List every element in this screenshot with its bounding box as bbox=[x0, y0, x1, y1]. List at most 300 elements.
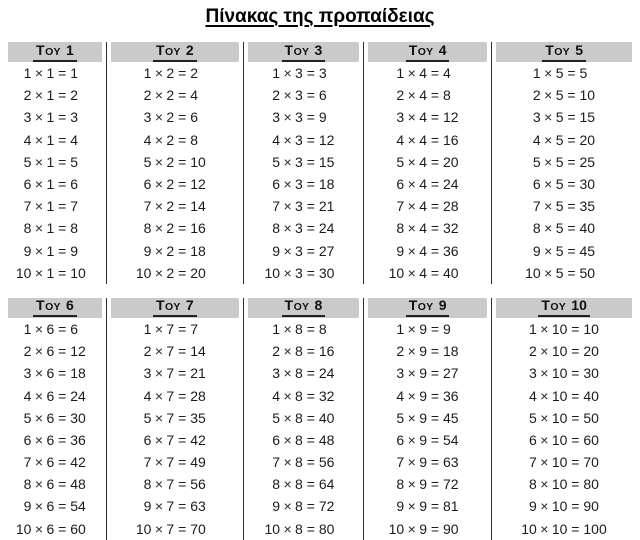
tables-row-2 bbox=[4, 298, 636, 540]
product: 63 bbox=[190, 498, 206, 515]
table-tou-1 bbox=[4, 42, 106, 284]
header-number: 6 bbox=[65, 297, 74, 314]
equals-sign: = bbox=[178, 498, 187, 515]
times-sign: × bbox=[283, 387, 292, 404]
product: 50 bbox=[583, 409, 599, 426]
equals-sign: = bbox=[306, 365, 315, 382]
equation-row bbox=[4, 262, 106, 284]
times-sign: × bbox=[407, 498, 416, 515]
multiplier: 4 bbox=[419, 87, 427, 104]
product: 60 bbox=[70, 520, 86, 537]
times-sign: × bbox=[540, 320, 549, 337]
equals-sign: = bbox=[567, 109, 576, 126]
header-number: 4 bbox=[438, 41, 447, 58]
times-sign: × bbox=[283, 343, 292, 360]
multiplicand: 4 bbox=[529, 387, 537, 404]
times-sign: × bbox=[34, 320, 44, 337]
times-sign: × bbox=[540, 431, 549, 448]
multiplicand: 5 bbox=[532, 153, 541, 170]
multiplier: 8 bbox=[295, 320, 303, 337]
times-sign: × bbox=[154, 220, 164, 237]
equals-sign: = bbox=[58, 87, 67, 104]
table-header-text bbox=[282, 298, 326, 317]
multiplier: 7 bbox=[166, 431, 175, 448]
product: 3 bbox=[318, 65, 327, 82]
multiplier: 7 bbox=[166, 320, 175, 337]
multiplicand: 8 bbox=[23, 220, 32, 237]
equals-sign: = bbox=[58, 365, 67, 382]
header-number: 1 bbox=[65, 41, 74, 58]
multiplicand: 3 bbox=[396, 365, 405, 382]
product: 2 bbox=[190, 65, 199, 82]
equation-list bbox=[244, 318, 363, 540]
multiplicand: 5 bbox=[272, 153, 281, 170]
equation-list bbox=[364, 62, 491, 284]
product: 5 bbox=[579, 65, 588, 82]
equation-row bbox=[492, 340, 636, 362]
multiplicand: 1 bbox=[532, 65, 541, 82]
product: 42 bbox=[190, 431, 206, 448]
multiplicand: 1 bbox=[272, 65, 281, 82]
times-sign: × bbox=[34, 498, 44, 515]
product: 6 bbox=[70, 176, 79, 193]
product: 2 bbox=[70, 87, 79, 104]
multiplier: 3 bbox=[295, 264, 303, 281]
multiplier: 5 bbox=[555, 242, 564, 259]
equals-sign: = bbox=[567, 264, 576, 281]
times-sign: × bbox=[540, 343, 549, 360]
product: 8 bbox=[70, 220, 79, 237]
product: 35 bbox=[579, 198, 596, 215]
multiplicand: 8 bbox=[396, 476, 405, 493]
product: 50 bbox=[579, 264, 596, 281]
equals-sign: = bbox=[178, 520, 187, 537]
multiplicand: 1 bbox=[396, 65, 405, 82]
times-sign: × bbox=[540, 365, 549, 382]
product: 12 bbox=[70, 343, 86, 360]
multiplicand: 8 bbox=[272, 220, 281, 237]
table-header bbox=[368, 298, 487, 318]
equation-row bbox=[107, 495, 243, 517]
product: 9 bbox=[70, 242, 79, 259]
equation-row bbox=[244, 62, 363, 84]
product: 64 bbox=[318, 476, 335, 493]
multiplier: 7 bbox=[166, 454, 175, 471]
multiplicand: 7 bbox=[532, 198, 541, 215]
times-sign: × bbox=[154, 409, 164, 426]
multiplier: 1 bbox=[46, 109, 55, 126]
times-sign: × bbox=[154, 454, 164, 471]
product: 12 bbox=[190, 176, 206, 193]
times-sign: × bbox=[407, 153, 416, 170]
multiplier: 3 bbox=[295, 109, 303, 126]
table-header-text bbox=[153, 43, 197, 62]
multiplier: 9 bbox=[419, 498, 427, 515]
multiplicand: 6 bbox=[143, 431, 152, 448]
equation-row bbox=[364, 518, 491, 540]
equation-list bbox=[4, 318, 106, 540]
times-sign: × bbox=[154, 320, 164, 337]
multiplication-tables-page bbox=[0, 4, 640, 540]
times-sign: × bbox=[407, 220, 416, 237]
product: 8 bbox=[443, 87, 451, 104]
times-sign: × bbox=[407, 109, 416, 126]
table-tou-7 bbox=[106, 298, 243, 540]
times-sign: × bbox=[283, 454, 292, 471]
equation-row bbox=[244, 451, 363, 473]
product: 72 bbox=[318, 498, 335, 515]
header-number: 2 bbox=[185, 41, 194, 58]
table-tou-10 bbox=[491, 298, 636, 540]
times-sign: × bbox=[283, 176, 292, 193]
times-sign: × bbox=[544, 264, 553, 281]
multiplier: 7 bbox=[166, 520, 175, 537]
multiplicand: 4 bbox=[143, 387, 152, 404]
multiplier: 1 bbox=[46, 87, 55, 104]
multiplier: 2 bbox=[166, 153, 175, 170]
times-sign: × bbox=[407, 242, 416, 259]
equation-row bbox=[492, 518, 636, 540]
multiplicand: 2 bbox=[532, 87, 541, 104]
equals-sign: = bbox=[58, 242, 67, 259]
equals-sign: = bbox=[58, 343, 67, 360]
header-prefix: ΤΟΥ bbox=[541, 297, 567, 314]
multiplicand: 8 bbox=[532, 220, 541, 237]
equals-sign: = bbox=[430, 242, 440, 259]
multiplicand: 2 bbox=[272, 343, 281, 360]
equation-list bbox=[244, 62, 363, 284]
table-header bbox=[111, 298, 239, 318]
product: 49 bbox=[190, 454, 206, 471]
multiplicand: 6 bbox=[272, 431, 281, 448]
multiplicand: 4 bbox=[23, 387, 32, 404]
table-header-text bbox=[406, 43, 450, 62]
equals-sign: = bbox=[58, 320, 67, 337]
multiplicand: 6 bbox=[272, 176, 281, 193]
equation-row bbox=[107, 362, 243, 384]
multiplier: 4 bbox=[419, 153, 427, 170]
multiplier: 6 bbox=[46, 431, 55, 448]
equation-row bbox=[364, 240, 491, 262]
multiplier: 1 bbox=[46, 264, 55, 281]
equation-row bbox=[244, 106, 363, 128]
product: 40 bbox=[583, 387, 599, 404]
equals-sign: = bbox=[306, 320, 315, 337]
product: 7 bbox=[70, 198, 79, 215]
product: 42 bbox=[70, 454, 86, 471]
multiplicand: 8 bbox=[143, 476, 152, 493]
equals-sign: = bbox=[430, 520, 440, 537]
equals-sign: = bbox=[430, 365, 440, 382]
equals-sign: = bbox=[430, 198, 440, 215]
equation-row bbox=[244, 407, 363, 429]
product: 24 bbox=[443, 176, 459, 193]
equals-sign: = bbox=[306, 65, 315, 82]
equation-row bbox=[4, 384, 106, 406]
multiplier: 5 bbox=[555, 131, 564, 148]
multiplicand: 7 bbox=[529, 454, 537, 471]
multiplicand: 10 bbox=[388, 264, 405, 281]
equals-sign: = bbox=[306, 431, 315, 448]
multiplier: 9 bbox=[419, 320, 427, 337]
product: 63 bbox=[443, 454, 459, 471]
multiplier: 7 bbox=[166, 476, 175, 493]
equals-sign: = bbox=[430, 409, 440, 426]
page-title: Πίνακας της προπαίδειας bbox=[205, 6, 435, 27]
equation-row bbox=[244, 195, 363, 217]
equation-row bbox=[364, 318, 491, 340]
multiplier: 5 bbox=[555, 153, 564, 170]
product: 35 bbox=[190, 409, 206, 426]
multiplicand: 8 bbox=[143, 220, 152, 237]
times-sign: × bbox=[544, 131, 553, 148]
product: 21 bbox=[190, 365, 206, 382]
equals-sign: = bbox=[306, 242, 315, 259]
product: 80 bbox=[583, 476, 599, 493]
product: 20 bbox=[443, 153, 459, 170]
equals-sign: = bbox=[178, 242, 187, 259]
times-sign: × bbox=[540, 498, 549, 515]
multiplier: 6 bbox=[46, 520, 55, 537]
equation-row bbox=[364, 451, 491, 473]
product: 54 bbox=[443, 431, 459, 448]
header-number: 10 bbox=[571, 297, 587, 314]
multiplier: 10 bbox=[551, 387, 568, 404]
product: 40 bbox=[443, 264, 459, 281]
equation-row bbox=[4, 318, 106, 340]
equals-sign: = bbox=[567, 131, 576, 148]
product: 72 bbox=[443, 476, 459, 493]
multiplier: 2 bbox=[166, 65, 175, 82]
multiplicand: 1 bbox=[143, 65, 152, 82]
multiplicand: 3 bbox=[23, 365, 32, 382]
multiplier: 1 bbox=[46, 176, 55, 193]
product: 10 bbox=[579, 87, 596, 104]
times-sign: × bbox=[407, 431, 416, 448]
equals-sign: = bbox=[58, 409, 67, 426]
multiplicand: 8 bbox=[529, 476, 537, 493]
equation-row bbox=[4, 240, 106, 262]
equation-row bbox=[4, 451, 106, 473]
equation-row bbox=[4, 195, 106, 217]
multiplicand: 4 bbox=[272, 131, 281, 148]
multiplier: 9 bbox=[419, 365, 427, 382]
multiplier: 4 bbox=[419, 109, 427, 126]
multiplicand: 6 bbox=[532, 176, 541, 193]
times-sign: × bbox=[154, 498, 164, 515]
equation-list bbox=[107, 318, 243, 540]
multiplicand: 10 bbox=[525, 264, 541, 281]
table-header-text bbox=[33, 43, 77, 62]
product: 27 bbox=[318, 242, 335, 259]
product: 9 bbox=[318, 109, 327, 126]
equation-row bbox=[244, 384, 363, 406]
multiplier: 3 bbox=[295, 153, 303, 170]
header-number: 7 bbox=[185, 297, 194, 314]
multiplier: 5 bbox=[555, 220, 564, 237]
multiplier: 5 bbox=[555, 176, 564, 193]
multiplicand: 3 bbox=[23, 109, 32, 126]
equals-sign: = bbox=[58, 264, 67, 281]
times-sign: × bbox=[283, 264, 292, 281]
table-header-text bbox=[542, 43, 586, 62]
product: 90 bbox=[583, 498, 599, 515]
multiplicand: 5 bbox=[396, 153, 405, 170]
header-prefix: ΤΟΥ bbox=[545, 41, 571, 58]
multiplicand: 6 bbox=[529, 431, 537, 448]
product: 40 bbox=[579, 220, 596, 237]
multiplicand: 3 bbox=[272, 365, 281, 382]
equals-sign: = bbox=[178, 320, 187, 337]
equation-row bbox=[107, 407, 243, 429]
times-sign: × bbox=[407, 65, 416, 82]
multiplicand: 10 bbox=[388, 520, 405, 537]
equals-sign: = bbox=[571, 454, 580, 471]
multiplicand: 4 bbox=[532, 131, 541, 148]
times-sign: × bbox=[544, 242, 553, 259]
equation-row bbox=[244, 129, 363, 151]
times-sign: × bbox=[283, 65, 292, 82]
product: 100 bbox=[583, 520, 607, 537]
product: 90 bbox=[443, 520, 459, 537]
multiplier: 3 bbox=[295, 87, 303, 104]
header-prefix: ΤΟΥ bbox=[408, 41, 434, 58]
equals-sign: = bbox=[306, 454, 315, 471]
equals-sign: = bbox=[567, 65, 576, 82]
equation-row bbox=[492, 84, 636, 106]
equation-row bbox=[107, 518, 243, 540]
equation-row bbox=[4, 495, 106, 517]
multiplicand: 3 bbox=[143, 365, 152, 382]
multiplier: 8 bbox=[295, 520, 303, 537]
equation-list bbox=[492, 318, 636, 540]
times-sign: × bbox=[154, 65, 164, 82]
times-sign: × bbox=[283, 87, 292, 104]
multiplicand: 5 bbox=[23, 409, 32, 426]
equals-sign: = bbox=[571, 520, 580, 537]
equation-row bbox=[107, 195, 243, 217]
equals-sign: = bbox=[178, 454, 187, 471]
times-sign: × bbox=[34, 343, 44, 360]
equation-row bbox=[364, 429, 491, 451]
times-sign: × bbox=[34, 431, 44, 448]
equation-row bbox=[364, 407, 491, 429]
multiplicand: 6 bbox=[396, 431, 405, 448]
multiplicand: 10 bbox=[135, 264, 152, 281]
times-sign: × bbox=[283, 498, 292, 515]
multiplicand: 3 bbox=[143, 109, 152, 126]
equals-sign: = bbox=[178, 109, 187, 126]
equation-row bbox=[107, 217, 243, 239]
multiplier: 3 bbox=[295, 242, 303, 259]
multiplicand: 9 bbox=[143, 498, 152, 515]
multiplicand: 9 bbox=[396, 242, 405, 259]
equation-row bbox=[492, 262, 636, 284]
times-sign: × bbox=[34, 65, 44, 82]
equation-row bbox=[4, 362, 106, 384]
equals-sign: = bbox=[430, 87, 440, 104]
multiplicand: 1 bbox=[23, 320, 32, 337]
times-sign: × bbox=[34, 476, 44, 493]
multiplicand: 2 bbox=[396, 343, 405, 360]
multiplier: 1 bbox=[46, 198, 55, 215]
table-header bbox=[496, 298, 632, 318]
multiplicand: 9 bbox=[396, 498, 405, 515]
multiplicand: 1 bbox=[396, 320, 405, 337]
header-prefix: ΤΟΥ bbox=[36, 41, 61, 58]
multiplier: 8 bbox=[295, 365, 303, 382]
times-sign: × bbox=[283, 198, 292, 215]
times-sign: × bbox=[283, 476, 292, 493]
multiplicand: 3 bbox=[272, 109, 281, 126]
times-sign: × bbox=[283, 520, 292, 537]
times-sign: × bbox=[544, 65, 553, 82]
multiplier: 10 bbox=[551, 476, 568, 493]
equals-sign: = bbox=[306, 109, 315, 126]
times-sign: × bbox=[154, 131, 164, 148]
multiplicand: 5 bbox=[272, 409, 281, 426]
equation-row bbox=[244, 217, 363, 239]
product: 48 bbox=[70, 476, 86, 493]
times-sign: × bbox=[34, 131, 44, 148]
product: 40 bbox=[318, 409, 335, 426]
equation-row bbox=[244, 318, 363, 340]
equals-sign: = bbox=[430, 153, 440, 170]
multiplier: 8 bbox=[295, 498, 303, 515]
table-tou-4 bbox=[363, 42, 491, 284]
equation-row bbox=[244, 240, 363, 262]
equation-row bbox=[492, 129, 636, 151]
multiplicand: 7 bbox=[396, 198, 405, 215]
product: 45 bbox=[443, 409, 459, 426]
equals-sign: = bbox=[306, 131, 315, 148]
table-header bbox=[8, 298, 102, 318]
product: 20 bbox=[579, 131, 596, 148]
equation-row bbox=[4, 62, 106, 84]
product: 32 bbox=[443, 220, 459, 237]
equals-sign: = bbox=[306, 87, 315, 104]
equals-sign: = bbox=[306, 343, 315, 360]
multiplier: 2 bbox=[166, 242, 175, 259]
multiplier: 6 bbox=[46, 409, 55, 426]
multiplicand: 9 bbox=[272, 498, 281, 515]
equation-row bbox=[364, 473, 491, 495]
equation-row bbox=[492, 62, 636, 84]
multiplier: 2 bbox=[166, 198, 175, 215]
equals-sign: = bbox=[430, 320, 440, 337]
times-sign: × bbox=[154, 476, 164, 493]
multiplier: 5 bbox=[555, 87, 564, 104]
multiplier: 6 bbox=[46, 476, 55, 493]
equals-sign: = bbox=[306, 520, 315, 537]
product: 56 bbox=[190, 476, 206, 493]
equals-sign: = bbox=[178, 131, 187, 148]
times-sign: × bbox=[154, 431, 164, 448]
equals-sign: = bbox=[430, 65, 440, 82]
header-prefix: ΤΟΥ bbox=[408, 297, 434, 314]
equation-row bbox=[107, 62, 243, 84]
equation-row bbox=[244, 340, 363, 362]
equals-sign: = bbox=[571, 476, 580, 493]
times-sign: × bbox=[34, 198, 44, 215]
multiplicand: 5 bbox=[529, 409, 537, 426]
times-sign: × bbox=[407, 87, 416, 104]
equals-sign: = bbox=[306, 476, 315, 493]
times-sign: × bbox=[154, 153, 164, 170]
equals-sign: = bbox=[178, 343, 187, 360]
product: 12 bbox=[443, 109, 459, 126]
table-tou-2 bbox=[106, 42, 243, 284]
